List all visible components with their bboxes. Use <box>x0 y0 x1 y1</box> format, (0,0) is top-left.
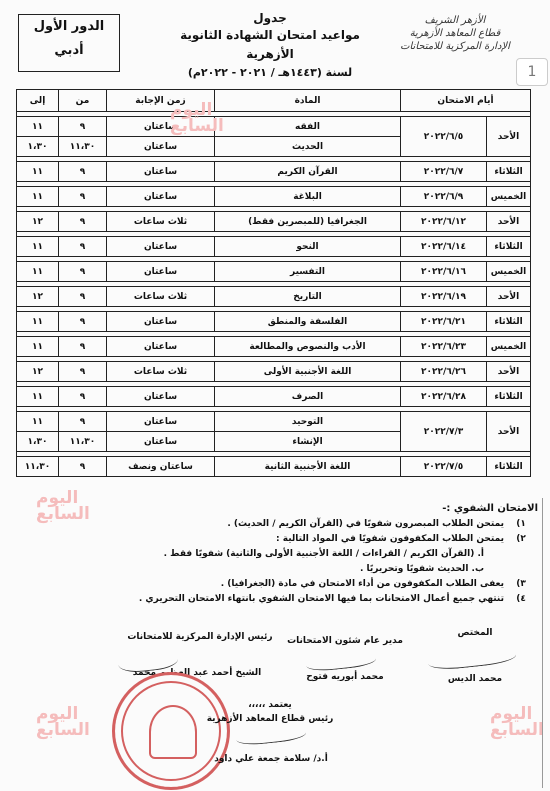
signature-director: مدير عام شئون الامتحانات <box>287 636 403 646</box>
duration-cell: ساعتان <box>107 412 215 432</box>
from-cell: ٩ <box>59 262 107 282</box>
table-row <box>17 387 531 407</box>
day-cell: الثلاثاء <box>487 237 531 257</box>
from-cell: ٩ <box>59 362 107 382</box>
date-cell: ٢٠٢٢/٦/٩ <box>401 187 487 207</box>
from-cell: ١١،٣٠ <box>59 137 107 157</box>
watermark-logo: اليوم السابع <box>490 704 544 740</box>
day-cell: الأحد <box>487 117 531 157</box>
oral-exam-notes <box>10 503 538 607</box>
duration-cell: ساعتان <box>107 312 215 332</box>
header-days: أيام الامتحان <box>401 90 531 112</box>
subject-cell: الأدب والنصوص والمطالعة <box>215 337 401 357</box>
subject-cell: الفلسفة والمنطق <box>215 312 401 332</box>
day-cell: الأحد <box>487 412 531 452</box>
table-row <box>17 337 531 357</box>
note-item: ٤)تنتهي جميع أعمال الامتحانات بما فيها الامتحان الشفوي بانتهاء الامتحان التحريري . <box>138 594 526 604</box>
date-cell: ٢٠٢٢/٧/٥ <box>401 457 487 477</box>
to-cell: ١١ <box>17 187 59 207</box>
subject-cell: البلاغة <box>215 187 401 207</box>
duration-cell: ساعتان <box>107 187 215 207</box>
letterhead <box>390 14 520 53</box>
title-line-2: مواعيد امتحان الشهادة الثانوية الأزهرية <box>180 28 360 61</box>
table-row <box>17 117 531 137</box>
from-cell: ٩ <box>59 312 107 332</box>
duration-cell: ساعتان <box>107 387 215 407</box>
from-cell: ٩ <box>59 212 107 232</box>
duration-cell: ساعتان <box>107 237 215 257</box>
day-cell: الأحد <box>487 362 531 382</box>
table-row <box>17 312 531 332</box>
watermark-logo: اليوم السابع <box>36 704 90 740</box>
table-row <box>17 212 531 232</box>
to-cell: ١١ <box>17 237 59 257</box>
table-row <box>17 262 531 282</box>
from-cell: ٩ <box>59 287 107 307</box>
to-cell: ١١ <box>17 412 59 432</box>
day-cell: الثلاثاء <box>487 162 531 182</box>
signature-head-admin-name: الشيخ أحمد عبد العظيم محمد <box>132 668 262 678</box>
letterhead-line-2: قطاع المعاهد الأزهرية <box>409 28 501 39</box>
title-line-3: لسنة (١٤٤٣هـ / ٢٠٢١ - ٢٠٢٢م) <box>187 66 353 79</box>
to-cell: ١١ <box>17 162 59 182</box>
signature-competent-name: محمد الديس <box>447 674 503 684</box>
to-cell: ١٢ <box>17 287 59 307</box>
watermark-logo: اليوم السابع <box>36 488 90 524</box>
subject-cell: الجغرافيا (للمبصرين فقط) <box>215 212 401 232</box>
subject-cell: اللغة الأجنبية الأولى <box>215 362 401 382</box>
note-subitem: ب. الحديث شفويًا وتحريريًا . <box>360 564 484 574</box>
day-cell: الثلاثاء <box>487 312 531 332</box>
subject-cell: التوحيد <box>215 412 401 432</box>
table-row <box>17 362 531 382</box>
header-subject: المادة <box>215 90 401 112</box>
notes-heading: الامتحان الشفوي :- <box>442 503 538 514</box>
title-line-1: جدول <box>253 11 287 25</box>
header-duration: زمن الإجابة <box>107 90 215 112</box>
from-cell: ٩ <box>59 117 107 137</box>
note-item: ٣)يعفى الطلاب المكفوفون من أداء الامتحان في مادة (الجغرافيا) . <box>220 579 526 589</box>
to-cell: ١١ <box>17 387 59 407</box>
day-cell: الخميس <box>487 262 531 282</box>
from-cell: ٩ <box>59 412 107 432</box>
subject-cell: التاريخ <box>215 287 401 307</box>
from-cell: ٩ <box>59 237 107 257</box>
note-item: ١)يمتحن الطلاب المبصرون شفويًا في (القرآن الكريم / الحديث) . <box>227 519 526 529</box>
track-label: أدبي <box>54 43 84 58</box>
date-cell: ٢٠٢٢/٦/١٢ <box>401 212 487 232</box>
to-cell: ١١ <box>17 262 59 282</box>
to-cell: ١٢ <box>17 212 59 232</box>
table-row <box>17 287 531 307</box>
day-cell: الأحد <box>487 287 531 307</box>
day-cell: الثلاثاء <box>487 457 531 477</box>
signature-head-admin: رئيس الإدارة المركزية للامتحانات <box>127 632 273 642</box>
table-row <box>17 237 531 257</box>
note-subitem: أ. (القرآن الكريم / القراءات / اللغة الأجنبية الأولى والثانية) شفويًا فقط . <box>163 549 484 559</box>
day-cell: الثلاثاء <box>487 387 531 407</box>
to-cell: ١،٣٠ <box>17 432 59 452</box>
date-cell: ٢٠٢٢/٦/٢٨ <box>401 387 487 407</box>
letterhead-line-1: الأزهر الشريف <box>424 15 486 26</box>
approval-title: رئيس قطاع المعاهد الأزهرية <box>206 714 334 724</box>
duration-cell: ثلاث ساعات <box>107 362 215 382</box>
from-cell: ٩ <box>59 187 107 207</box>
to-cell: ١٢ <box>17 362 59 382</box>
date-cell: ٢٠٢٢/٦/٧ <box>401 162 487 182</box>
date-cell: ٢٠٢٢/٦/١٤ <box>401 237 487 257</box>
signature-competent: المختص <box>457 628 493 638</box>
duration-cell: ساعتان <box>107 137 215 157</box>
duration-cell: ساعتان ونصف <box>107 457 215 477</box>
date-cell: ٢٠٢٢/٦/١٩ <box>401 287 487 307</box>
table-row <box>17 457 531 477</box>
table-header-row <box>17 90 531 112</box>
table-row <box>17 187 531 207</box>
subject-cell: الحديث <box>215 137 401 157</box>
subject-cell: النحو <box>215 237 401 257</box>
subject-cell: القرآن الكريم <box>215 162 401 182</box>
to-cell: ١١،٣٠ <box>17 457 59 477</box>
document-title <box>160 10 380 81</box>
header-to: إلى <box>17 90 59 112</box>
day-cell: الأحد <box>487 212 531 232</box>
duration-cell: ساعتان <box>107 262 215 282</box>
date-cell: ٢٠٢٢/٦/١٦ <box>401 262 487 282</box>
table-row <box>17 162 531 182</box>
duration-cell: ثلاث ساعات <box>107 212 215 232</box>
from-cell: ٩ <box>59 387 107 407</box>
from-cell: ١١،٣٠ <box>59 432 107 452</box>
duration-cell: ثلاث ساعات <box>107 287 215 307</box>
subject-cell: اللغة الأجنبية الثانية <box>215 457 401 477</box>
date-cell: ٢٠٢٢/٧/٣ <box>401 412 487 452</box>
to-cell: ١١ <box>17 337 59 357</box>
from-cell: ٩ <box>59 337 107 357</box>
date-cell: ٢٠٢٢/٦/٥ <box>401 117 487 157</box>
to-cell: ١١ <box>17 117 59 137</box>
letterhead-line-3: الإدارة المركزية للامتحانات <box>400 41 510 52</box>
note-item: ٢)يمتحن الطلاب المكفوفون شفويًا في المواد التالية : <box>276 534 526 544</box>
round-label: الدور الأول <box>33 19 105 34</box>
duration-cell: ساعتان <box>107 117 215 137</box>
round-box <box>18 14 120 72</box>
subject-cell: التفسير <box>215 262 401 282</box>
to-cell: ١،٣٠ <box>17 137 59 157</box>
from-cell: ٩ <box>59 457 107 477</box>
table-row <box>17 412 531 432</box>
signature-director-name: محمد أبوريه فتوح <box>306 672 384 682</box>
page-number-badge: 1 <box>516 58 548 86</box>
header-from: من <box>59 90 107 112</box>
approval-label: يعتمد ،،،،، <box>248 700 292 710</box>
exam-schedule-table <box>16 89 531 477</box>
subject-cell: الإنشاء <box>215 432 401 452</box>
watermark-logo: اليوم السابع <box>170 100 224 136</box>
day-cell: الخميس <box>487 187 531 207</box>
official-seal <box>112 672 230 790</box>
duration-cell: ساعتان <box>107 432 215 452</box>
date-cell: ٢٠٢٢/٦/٢١ <box>401 312 487 332</box>
day-cell: الخميس <box>487 337 531 357</box>
subject-cell: الفقه <box>215 117 401 137</box>
from-cell: ٩ <box>59 162 107 182</box>
date-cell: ٢٠٢٢/٦/٢٦ <box>401 362 487 382</box>
to-cell: ١١ <box>17 312 59 332</box>
duration-cell: ساعتان <box>107 162 215 182</box>
approval-name: أ.د/ سلامة جمعة علي داود <box>214 754 328 764</box>
date-cell: ٢٠٢٢/٦/٢٣ <box>401 337 487 357</box>
subject-cell: الصرف <box>215 387 401 407</box>
duration-cell: ساعتان <box>107 337 215 357</box>
